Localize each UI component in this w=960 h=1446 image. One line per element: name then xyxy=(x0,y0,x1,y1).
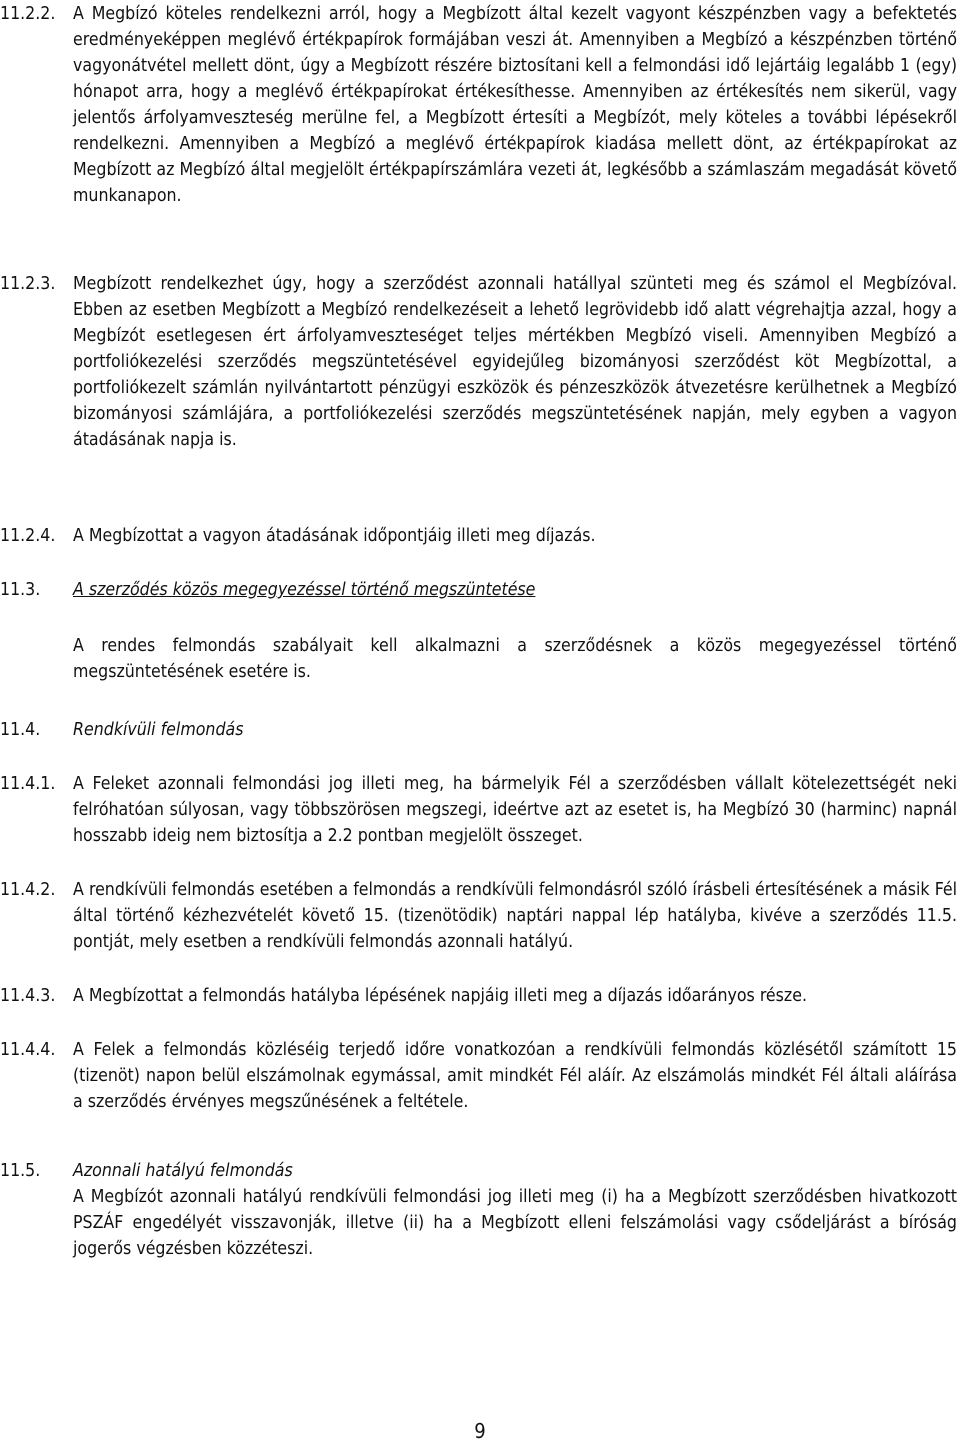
section-number: 11.4. xyxy=(0,720,41,740)
section-number: 11.4.1. xyxy=(0,774,56,794)
section-number: 11.4.4. xyxy=(0,1040,56,1060)
paragraph-11-3-body xyxy=(0,633,960,685)
paragraph-text: Megbízott rendelkezhet úgy, hogy a szerződést azonnali hatállyal szünteti meg és számol el Megbízóval. Ebben az esetben Megbízott a Megbízó rendelkezéseit a lehető legrövidebb idő alatt végrehajtja azzal, hogy a Megbízót esetlegesen ért árfolyamveszteséget teljes mértékben Megbízó viseli. Amennyiben Megbízó a portfoliókezelési szerződés megszüntetésével egyidejűleg bizományosi szerződést köt Megbízottal, a portfoliókezelt számlán nyilvántartott pénzügyi eszközök és pénzeszközök átvezetésre kerülhetnek a Megbízó bizományosi számlájára, a portfoliókezelési szerződés megszüntetésének napján, mely egyben a vagyon átadásának napja is. xyxy=(73,274,957,450)
paragraph-11-4-1 xyxy=(0,771,960,849)
paragraph-text: A rendes felmondás szabályait kell alkalmazni a szerződésnek a közös megegyezéssel történő megszüntetésének esetére is. xyxy=(73,636,957,682)
paragraph-11-4-3 xyxy=(0,983,960,1009)
section-11-5 xyxy=(0,1158,960,1262)
section-number: 11.3. xyxy=(0,580,41,600)
section-heading: Azonnali hatályú felmondás xyxy=(73,1161,293,1181)
paragraph-11-2-3 xyxy=(0,271,960,453)
section-heading-11-3 xyxy=(0,577,960,603)
section-number: 11.5. xyxy=(0,1161,41,1181)
section-heading: A szerződés közös megegyezéssel történő megszüntetése xyxy=(73,580,536,600)
section-heading: Rendkívüli felmondás xyxy=(73,720,244,740)
paragraph-text: A Feleket azonnali felmondási jog illeti meg, ha bármelyik Fél a szerződésben vállalt kötelezettségét neki felróhatóan súlyosan, vagy többszörösen megszegi, ideértve azt az esetet is, ha Megbízó 30 (harminc) napnál hosszabb ideig nem biztosítja a 2.2 pontban megjelölt összeget. xyxy=(73,774,957,846)
paragraph-11-2-2 xyxy=(0,1,960,209)
paragraph-11-4-2 xyxy=(0,877,960,955)
section-number: 11.4.3. xyxy=(0,986,56,1006)
paragraph-text: A Megbízottat a vagyon átadásának időpontjáig illeti meg díjazás. xyxy=(73,526,596,546)
paragraph-text: A Megbízó köteles rendelkezni arról, hogy a Megbízott által kezelt vagyont készpénzben vagy a befektetés eredményeképpen meglévő értékpapírok formájában veszi át. Amennyiben a Megbízó a készpénzben történő vagyonátvétel mellett dönt, úgy a Megbízott részére biztosítani kell a felmondási idő lejártáig legalább 1 (egy) hónapot arra, hogy a meglévő értékpapírokat értékesíthesse. Amennyiben az értékesítés nem sikerül, vagy jelentős árfolyamveszteség merülne fel, a Megbízott értesíti a Megbízót, mely köteles a további lépésekről rendelkezni. Amennyiben a Megbízó a meglévő értékpapírok kiadása mellett dönt, az értékpapírokat az Megbízott az Megbízó által megjelölt értékpapírszámlára vezeti át, legkésőbb a számlaszám megadását követő munkanapon. xyxy=(73,4,957,206)
section-number: 11.4.2. xyxy=(0,880,56,900)
section-number: 11.2.2. xyxy=(0,4,56,24)
section-number: 11.2.4. xyxy=(0,526,56,546)
paragraph-11-2-4 xyxy=(0,523,960,549)
paragraph-text: A Megbízót azonnali hatályú rendkívüli felmondási jog illeti meg (i) ha a Megbízott szerződésben hivatkozott PSZÁF engedélyét visszavonják, illetve (ii) ha a Megbízott elleni felszámolási vagy csődeljárást a bíróság jogerős végzésben közzéteszi. xyxy=(73,1187,957,1259)
page-number: 9 xyxy=(474,1419,486,1443)
section-heading-11-4 xyxy=(0,717,960,743)
section-number: 11.2.3. xyxy=(0,274,56,294)
paragraph-text: A rendkívüli felmondás esetében a felmondás a rendkívüli felmondásról szóló írásbeli értesítésének a másik Fél által történő kézhezvételét követő 15. (tizenötödik) naptári nappal lép hatályba, kivéve a szerződés 11.5. pontját, mely esetben a rendkívüli felmondás azonnali hatályú. xyxy=(73,880,957,952)
paragraph-text: A Megbízottat a felmondás hatályba lépésének napjáig illeti meg a díjazás időarányos része. xyxy=(73,986,807,1006)
paragraph-text: A Felek a felmondás közléséig terjedő időre vonatkozóan a rendkívüli felmondás közlésétől számított 15 (tizenöt) napon belül elszámolnak egymással, amit mindkét Fél aláír. Az elszámolás mindkét Fél általi aláírása a szerződés érvényes megszűnésének a feltétele. xyxy=(73,1040,957,1112)
paragraph-11-4-4 xyxy=(0,1037,960,1115)
